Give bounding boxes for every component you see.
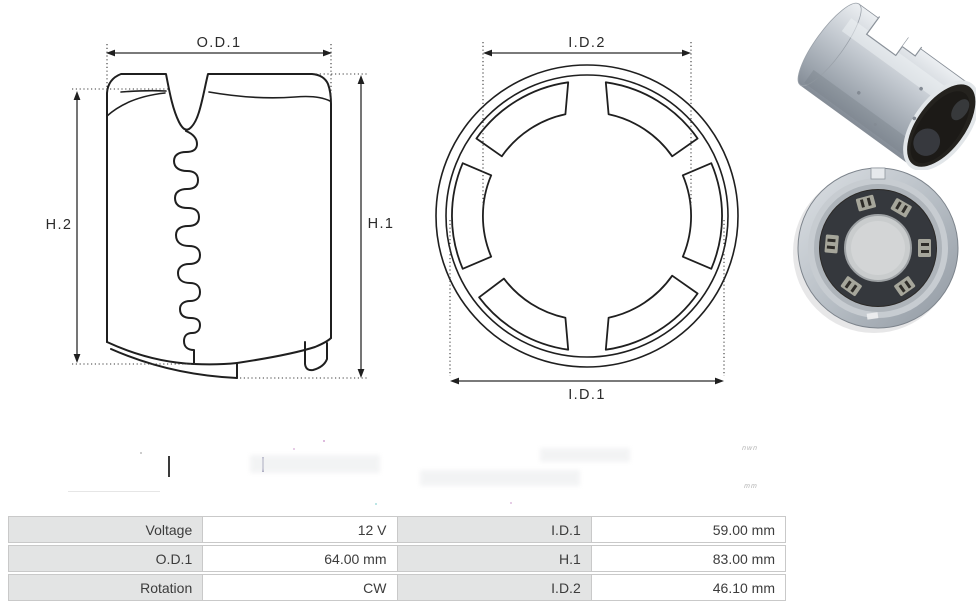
artifact-speck [140, 452, 142, 454]
spec-label-cell: O.D.1 [8, 545, 203, 572]
arrowhead [682, 50, 691, 57]
table-row [8, 516, 786, 543]
artifact-mark [168, 456, 170, 477]
spec-value-cell: 64.00 mm [202, 545, 397, 572]
pole-segment-mid-left [452, 163, 491, 269]
artifact-text-top: nwn [741, 445, 759, 452]
spec-table [8, 516, 786, 601]
product-photo-housing-side [786, 0, 976, 170]
artifact-speck [375, 503, 377, 505]
artifact-smudge [420, 470, 580, 486]
arrowhead [483, 50, 492, 57]
artifact-speck [510, 502, 512, 504]
bottom-rim-upper-arc [107, 342, 237, 378]
table-row [8, 545, 786, 572]
spec-value-cell: 46.10 mm [591, 574, 786, 601]
arrowhead [358, 75, 365, 84]
spec-label-cell: Voltage [8, 516, 203, 543]
arrowhead [450, 378, 459, 385]
id2-label: I.D.2 [568, 35, 606, 51]
table-row [8, 574, 786, 601]
id1-label: I.D.1 [568, 387, 606, 403]
artifact-line [68, 491, 160, 492]
od1-label: O.D.1 [196, 35, 242, 51]
collar-lower-edge-left [121, 91, 166, 92]
spec-label-cell: I.D.2 [397, 574, 592, 601]
spec-value-cell: CW [202, 574, 397, 601]
spec-label-cell: Rotation [8, 574, 203, 601]
clip [824, 234, 839, 253]
steel-ring [793, 168, 958, 333]
center-face [851, 221, 905, 275]
clip [918, 239, 931, 257]
artifact-smudge [250, 455, 380, 473]
pole-segment-lower-right [606, 276, 698, 350]
pole-segment-upper-right [606, 82, 698, 156]
spec-value-cell: 59.00 mm [591, 516, 786, 543]
arrowhead [74, 354, 81, 363]
spec-label-cell: H.1 [397, 545, 592, 572]
inner-wall-circle [446, 75, 728, 357]
pole-segment-lower-left [479, 279, 568, 350]
dimension-h1 [240, 74, 394, 378]
arrowhead [358, 369, 365, 378]
spec-value-cell: 83.00 mm [591, 545, 786, 572]
collar-lower-edge-right [209, 92, 330, 101]
housing-front-view-drawing [436, 65, 738, 367]
pole-segment-upper-left [476, 82, 568, 156]
housing-split-seam [174, 131, 200, 363]
dimension-h2 [46, 89, 196, 364]
artifact-speck [323, 440, 325, 442]
spec-label-cell: I.D.1 [397, 516, 592, 543]
product-photo-housing-end [793, 163, 965, 333]
artifact-text-bottom: mm [743, 483, 759, 490]
steel-cylinder [789, 0, 976, 170]
pole-segment-mid-right [683, 163, 722, 269]
artifact-speck [293, 448, 295, 450]
bottom-edge-right [237, 338, 331, 363]
artifact-smudge [540, 448, 630, 462]
arrowhead [106, 50, 115, 57]
arrowhead [715, 378, 724, 385]
arrowhead [323, 50, 332, 57]
housing-outline [107, 74, 331, 342]
ring-top-notch [871, 168, 885, 179]
h2-label: H.2 [45, 217, 73, 233]
arrowhead [74, 91, 81, 100]
spec-value-cell: 12 V [202, 516, 397, 543]
body-shoulder-curve [107, 93, 165, 116]
h1-label: H.1 [367, 216, 395, 232]
housing-side-view-drawing [107, 74, 331, 378]
